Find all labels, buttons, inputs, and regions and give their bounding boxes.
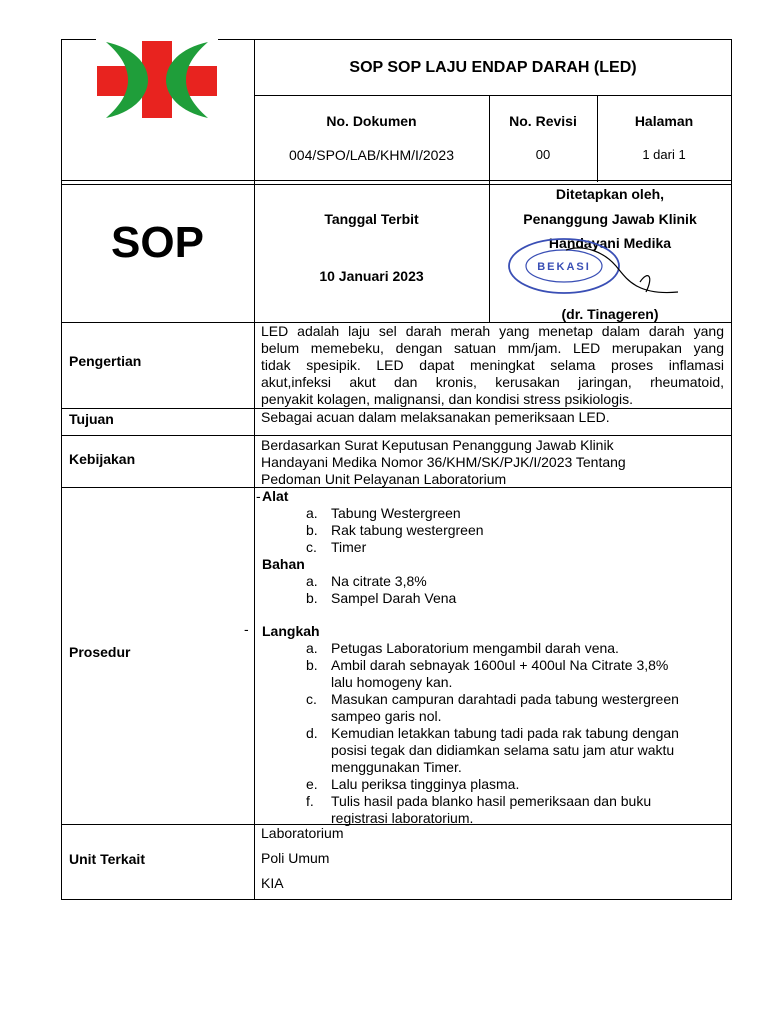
list-item	[262, 590, 724, 607]
list-item	[262, 657, 724, 674]
list-text: lalu homogeny kan.	[331, 674, 453, 690]
issue-date-value: 10 Januari 2023	[319, 268, 424, 284]
prosedur-dash-side: -	[244, 621, 249, 637]
page-value: 1 dari 1	[642, 147, 686, 162]
sop-label: SOP	[111, 218, 204, 267]
table-border-left	[61, 39, 62, 900]
pengertian-line: tidak spesipik. LED dapat meningkat selama proses inflamasi	[261, 357, 724, 373]
approved-by-line1: Ditetapkan oleh,	[555, 186, 665, 202]
table-border-top-left	[61, 39, 96, 40]
list-item	[262, 725, 724, 742]
list-text: menggunakan Timer.	[331, 759, 462, 775]
header-bottom-line-1	[61, 180, 732, 181]
list-text: Masukan campuran darahtadi pada tabung westergreen	[331, 691, 679, 707]
list-item	[262, 793, 724, 810]
pengertian-line: penyakit kolagen, malignansi, dan kondisi stress psikiologis.	[261, 391, 633, 407]
approved-by-line3: Handayani Medika	[548, 235, 672, 251]
header-divider	[254, 95, 732, 96]
list-item	[262, 691, 724, 708]
prosedur-dash-top: -	[256, 488, 261, 504]
list-marker: b.	[306, 657, 318, 673]
list-item	[262, 640, 724, 657]
pengertian-line: belum memebeku, dengan satuan mm/jam. LED merupakan yang	[261, 340, 724, 356]
page-label: Halaman	[634, 113, 694, 129]
tujuan-label: Tujuan	[69, 411, 114, 427]
issue-date-label: Tanggal Terbit	[324, 211, 419, 227]
clinic-logo	[96, 38, 218, 120]
pengertian-line: LED adalah laju sel darah merah yang menetap dalam darah yang	[261, 323, 724, 339]
unit-item: KIA	[261, 875, 284, 891]
header-col-divider-1	[489, 95, 490, 322]
list-marker: a.	[306, 505, 318, 521]
list-marker: a.	[306, 640, 318, 656]
prosedur-content	[262, 488, 724, 827]
approver-name: (dr. Tinageren)	[561, 306, 659, 322]
list-text: Lalu periksa tingginya plasma.	[331, 776, 520, 792]
pengertian-label: Pengertian	[69, 353, 142, 369]
list-text: Ambil darah sebnayak 1600ul + 400ul Na Citrate 3,8%	[331, 657, 669, 673]
langkah-heading: Langkah	[262, 623, 320, 639]
revision-value: 00	[535, 147, 551, 162]
list-marker: c.	[306, 691, 317, 707]
list-item-cont	[262, 742, 724, 759]
list-text: posisi tegak dan didiamkan selama satu jam atur waktu	[331, 742, 675, 758]
table-border-bottom	[61, 899, 732, 900]
list-item-cont	[262, 708, 724, 725]
table-border-right	[731, 39, 732, 900]
list-item	[262, 776, 724, 793]
list-item	[262, 522, 724, 539]
list-text: Rak tabung westergreen	[331, 522, 484, 538]
doc-number-value: 004/SPO/LAB/KHM/I/2023	[289, 147, 454, 163]
kebijakan-label: Kebijakan	[69, 451, 136, 467]
alat-heading: Alat	[262, 488, 289, 504]
kebijakan-line: Berdasarkan Surat Keputusan Penanggung Jawab Klinik	[261, 437, 614, 453]
bahan-heading: Bahan	[262, 556, 305, 572]
red-cross-horizontal	[97, 66, 217, 96]
table-border-top	[218, 39, 732, 40]
list-text: Timer	[331, 539, 367, 555]
unit-terkait-label: Unit Terkait	[69, 851, 145, 867]
header-bottom-line-2	[61, 184, 732, 185]
list-marker: a.	[306, 573, 318, 589]
list-item-cont	[262, 759, 724, 776]
kebijakan-line: Pedoman Unit Pelayanan Laboratorium	[261, 471, 507, 487]
clinic-stamp	[508, 236, 688, 306]
tujuan-text: Sebagai acuan dalam melaksanakan pemeriksaan LED.	[261, 409, 610, 425]
list-text: Na citrate 3,8%	[331, 573, 427, 589]
list-marker: d.	[306, 725, 318, 741]
list-text: Tabung Westergreen	[331, 505, 461, 521]
list-marker: b.	[306, 522, 318, 538]
list-text: Tulis hasil pada blanko hasil pemeriksaan dan buku	[331, 793, 652, 809]
list-item	[262, 505, 724, 522]
list-marker: b.	[306, 590, 318, 606]
list-item	[262, 539, 724, 556]
kebijakan-line: Handayani Medika Nomor 36/KHM/SK/PJK/I/2023 Tentang	[261, 454, 626, 470]
doc-number-label: No. Dokumen	[326, 113, 417, 129]
list-text: registrasi laboratorium.	[331, 810, 474, 826]
row-divider-kebijakan	[61, 435, 732, 436]
list-marker: f.	[306, 793, 314, 809]
list-text: sampeo garis nol.	[331, 708, 442, 724]
document-title: SOP SOP LAJU ENDAP DARAH (LED)	[349, 59, 637, 76]
list-marker: c.	[306, 539, 317, 555]
spacer	[262, 607, 724, 623]
stamp-text: BEKASI	[537, 261, 591, 273]
pengertian-text	[261, 323, 724, 408]
unit-item: Poli Umum	[261, 850, 330, 866]
table-column-divider	[254, 39, 255, 900]
pengertian-line: akut,infeksi akut dan kronis, kerusakan jaringan, rheumatoid,	[261, 374, 724, 390]
list-item-cont	[262, 674, 724, 691]
approved-by-line2: Penanggung Jawab Klinik	[523, 211, 697, 227]
unit-item: Laboratorium	[261, 825, 344, 841]
list-item	[262, 573, 724, 590]
header-col-divider-2	[597, 95, 598, 182]
revision-label: No. Revisi	[509, 113, 577, 129]
prosedur-label: Prosedur	[69, 644, 131, 660]
list-marker: e.	[306, 776, 318, 792]
list-text: Sampel Darah Vena	[331, 590, 457, 606]
list-text: Kemudian letakkan tabung tadi pada rak tabung dengan	[331, 725, 679, 741]
list-text: Petugas Laboratorium mengambil darah vena.	[331, 640, 619, 656]
